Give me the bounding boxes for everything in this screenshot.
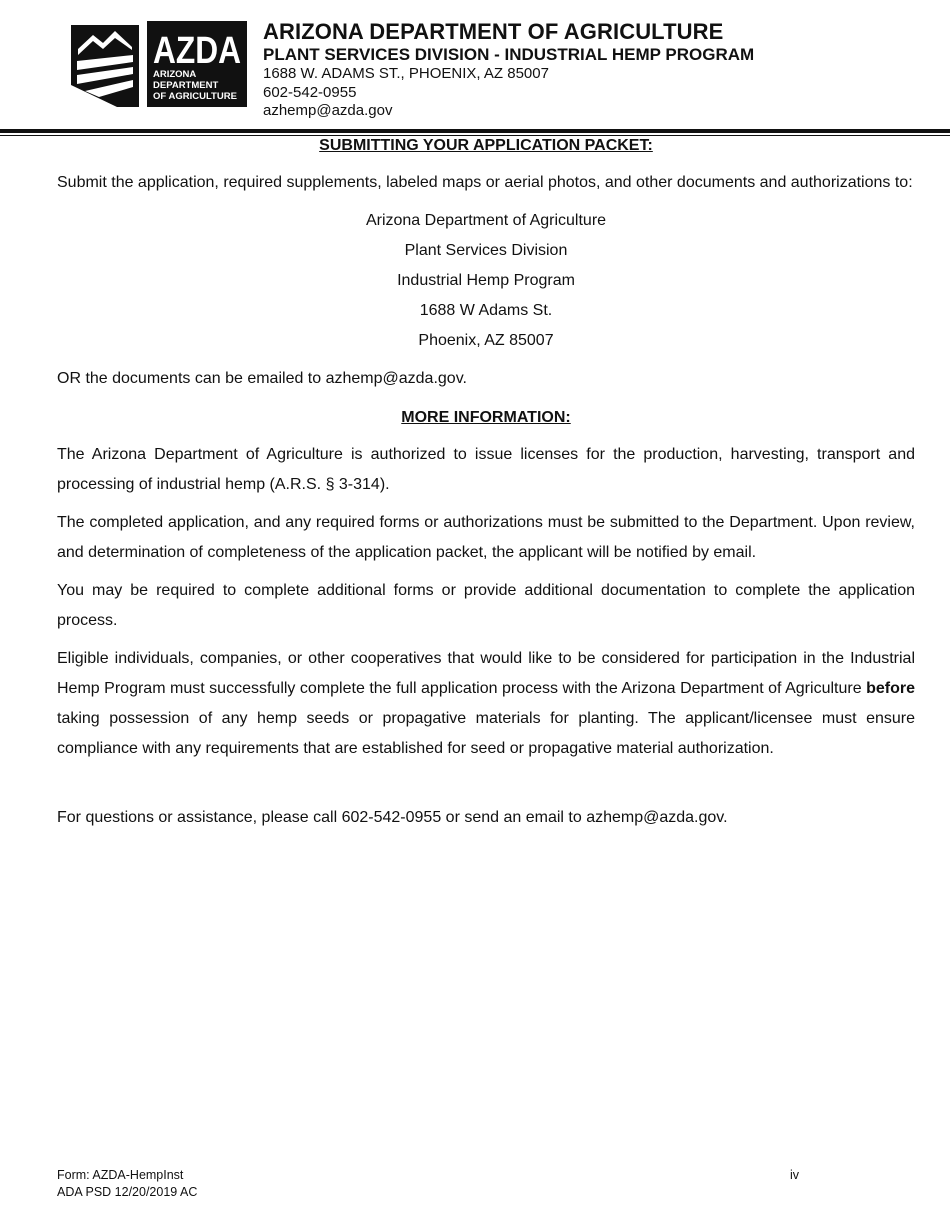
address-line: Plant Services Division — [404, 242, 568, 259]
page-number: iv — [790, 1168, 800, 1182]
logo-subtext-2: DEPARTMENT — [153, 80, 219, 91]
paragraph-text: taking possession of any hemp seeds or propagative materials for planting. The applicant/licensee must ensure compliance with any requirements that are established for seed or propagative material authorization. — [57, 710, 915, 757]
email-submission-note: OR the documents can be emailed to azhemp@azda.gov. — [57, 370, 467, 387]
form-revision: ADA PSD 12/20/2019 AC — [57, 1185, 198, 1199]
organization-name: ARIZONA DEPARTMENT OF AGRICULTURE — [263, 19, 724, 44]
division-name: PLANT SERVICES DIVISION - INDUSTRIAL HEMP PROGRAM — [263, 45, 755, 64]
letterhead-text — [263, 19, 754, 121]
footer-form-info — [57, 1167, 197, 1201]
paragraph-text: Eligible individuals, companies, or other cooperatives that would like to be considered for participation in the Industrial Hemp Program must successfully complete the full application process with the Arizona Department of Agriculture — [57, 650, 915, 697]
submit-intro: Submit the application, required supplements, labeled maps or aerial photos, and other documents and authorizations to: — [57, 174, 913, 191]
address-line: Industrial Hemp Program — [397, 272, 575, 289]
phone-number: 602-542-0955 — [263, 83, 357, 101]
mailing-address — [57, 206, 915, 356]
emphasis-before: before — [866, 680, 915, 697]
letterhead — [69, 19, 889, 119]
form-id: Form: AZDA-HempInst — [57, 1168, 184, 1182]
address-line: Phoenix, AZ 85007 — [418, 332, 554, 349]
info-paragraph-2: The completed application, and any required forms or authorizations must be submitted to the Department. Upon review, and determination of completeness of the application packet, the applicant will be notified by email. — [57, 514, 915, 561]
azda-logo — [69, 19, 249, 111]
street-address: 1688 W. ADAMS ST., PHOENIX, AZ 85007 — [263, 65, 549, 82]
address-line: Arizona Department of Agriculture — [365, 212, 607, 229]
email-address[interactable]: azhemp@azda.gov — [263, 102, 393, 119]
submit-section-title: SUBMITTING YOUR APPLICATION PACKET: — [319, 137, 653, 154]
info-paragraph-3: You may be required to complete additional forms or provide additional documentation to complete the application process. — [57, 582, 915, 629]
more-info-title: MORE INFORMATION: — [401, 409, 571, 426]
logo-wordmark: AZDA — [153, 30, 241, 72]
page-body — [57, 134, 915, 833]
logo-subtext-1: ARIZONA — [153, 69, 197, 80]
info-paragraph-4 — [57, 644, 915, 764]
contact-line: For questions or assistance, please call 602-542-0955 or send an email to azhemp@azda.gov. — [57, 809, 728, 826]
address-line: 1688 W Adams St. — [419, 302, 553, 319]
header-divider-thick — [0, 129, 950, 133]
info-paragraph-1: The Arizona Department of Agriculture is authorized to issue licenses for the production, harvesting, transport and processing of industrial hemp (A.R.S. § 3-314). — [57, 446, 915, 493]
logo-subtext-3: OF AGRICULTURE — [153, 91, 237, 102]
